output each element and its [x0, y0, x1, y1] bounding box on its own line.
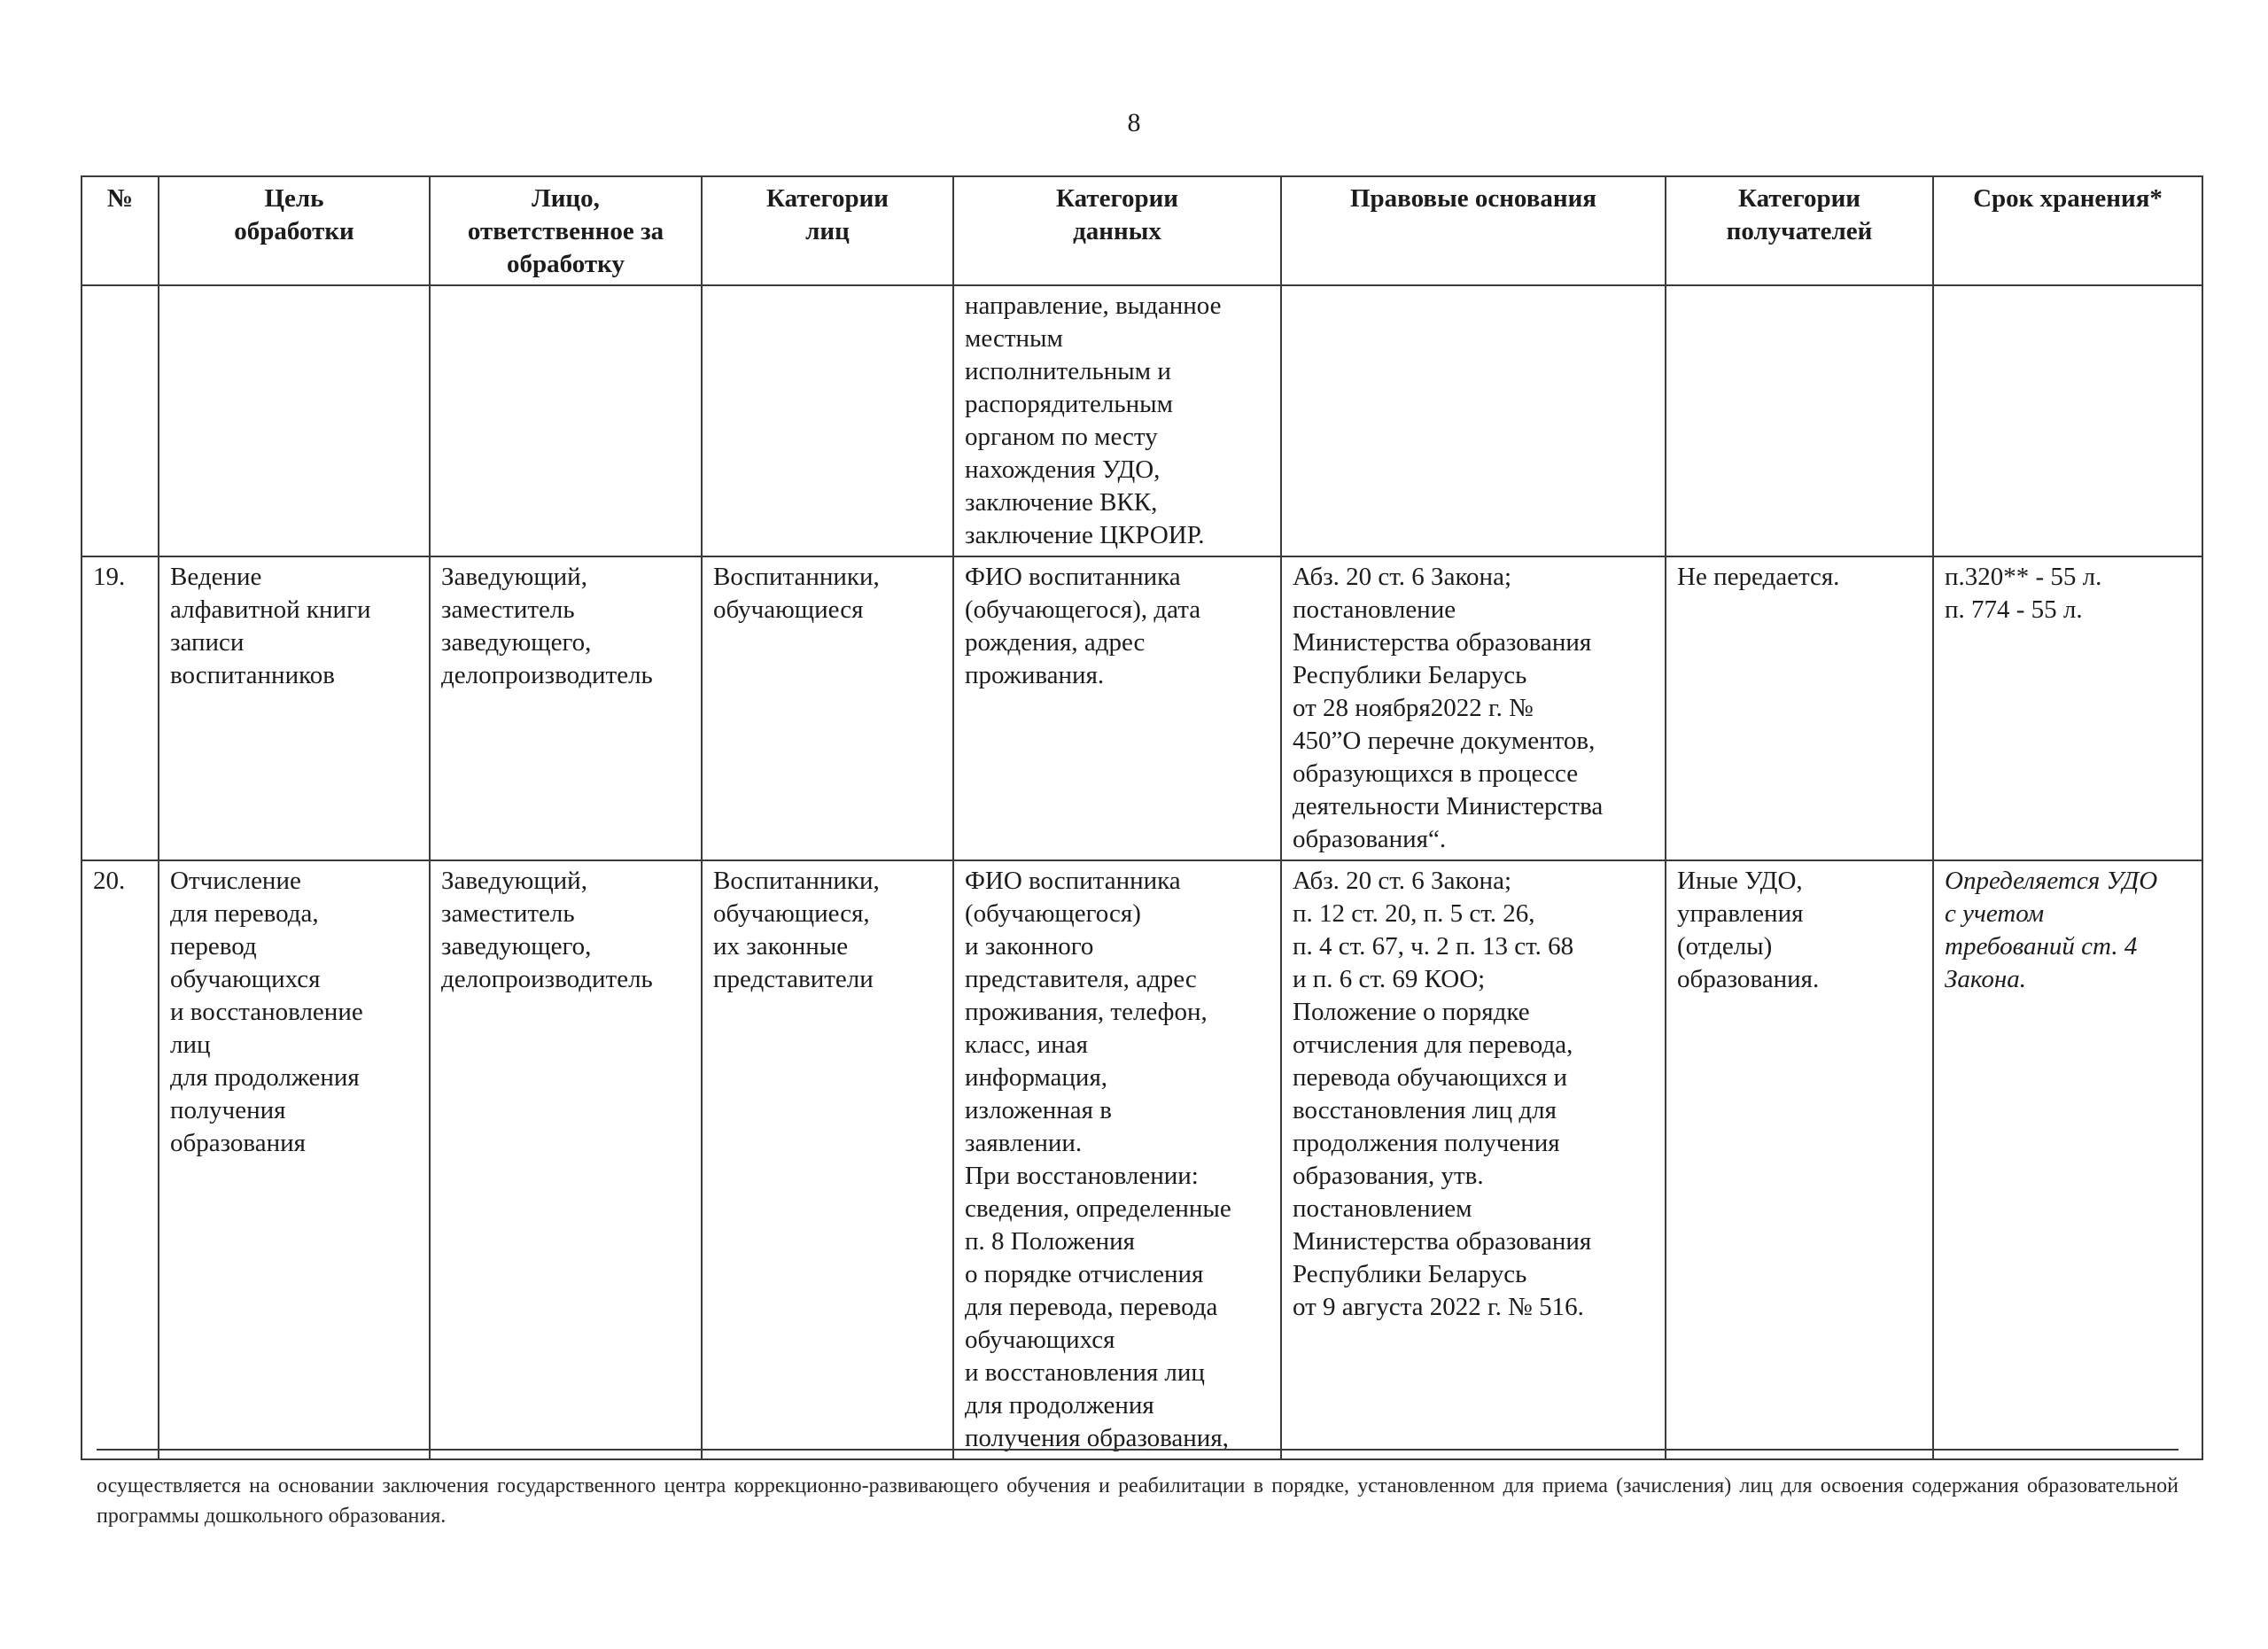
header-responsible: Лицо, ответственное за обработку — [430, 176, 702, 285]
cell-recipients — [1666, 285, 1933, 556]
data-processing-table — [81, 175, 2203, 1460]
page-number: 8 — [1127, 108, 1141, 137]
cell-data-categories: ФИО воспитанника (обучающегося) и законного представителя, адрес проживания, телефон, класс, иная информация, изложенная в заявлении. При восстановлении: сведения, определенные п. 8 Положения о порядке отчисления для перевода, перевода обучающихся и восстановления лиц для продолжения получения образования, — [953, 860, 1281, 1459]
header-recipients: Категории получателей — [1666, 176, 1933, 285]
cell-subjects — [702, 285, 953, 556]
header-subjects: Категории лиц — [702, 176, 953, 285]
footnote-divider — [97, 1449, 2179, 1451]
table-header-row — [82, 176, 2202, 285]
cell-retention: Определяется УДО с учетом требований ст. 4 Закона. — [1933, 860, 2202, 1459]
cell-number: 20. — [82, 860, 159, 1459]
cell-purpose: Отчисление для перевода, перевод обучающихся и восстановление лиц для продолжения получения образования — [159, 860, 430, 1459]
table-row — [82, 556, 2202, 860]
cell-subjects: Воспитанники, обучающиеся, их законные представители — [702, 860, 953, 1459]
cell-subjects: Воспитанники, обучающиеся — [702, 556, 953, 860]
cell-number — [82, 285, 159, 556]
cell-recipients: Иные УДО, управления (отделы) образования. — [1666, 860, 1933, 1459]
cell-retention — [1933, 285, 2202, 556]
cell-purpose — [159, 285, 430, 556]
table-row — [82, 860, 2202, 1459]
cell-data-categories: ФИО воспитанника (обучающегося), дата рождения, адрес проживания. — [953, 556, 1281, 860]
cell-recipients: Не передается. — [1666, 556, 1933, 860]
cell-responsible: Заведующий, заместитель заведующего, делопроизводитель — [430, 556, 702, 860]
cell-number: 19. — [82, 556, 159, 860]
header-number: № — [82, 176, 159, 285]
header-data-categories: Категории данных — [953, 176, 1281, 285]
cell-legal-basis — [1281, 285, 1666, 556]
header-legal-basis: Правовые основания — [1281, 176, 1666, 285]
cell-legal-basis: Абз. 20 ст. 6 Закона; п. 12 ст. 20, п. 5 ст. 26, п. 4 ст. 67, ч. 2 п. 13 ст. 68 и п. 6 ст. 69 КОО; Положение о порядке отчисления для перевода, перевода обучающихся и восстановления лиц для продолжения получения образования, утв. постановлением Министерства образования Республики Беларусь от 9 августа 2022 г. № 516. — [1281, 860, 1666, 1459]
header-purpose: Цель обработки — [159, 176, 430, 285]
cell-legal-basis: Абз. 20 ст. 6 Закона; постановление Министерства образования Республики Беларусь от 28 ноября2022 г. № 450”О перечне документов, образующихся в процессе деятельности Министерства образования“. — [1281, 556, 1666, 860]
cell-purpose: Ведение алфавитной книги записи воспитанников — [159, 556, 430, 860]
cell-responsible — [430, 285, 702, 556]
header-retention: Срок хранения* — [1933, 176, 2202, 285]
cell-retention: п.320** - 55 л. п. 774 - 55 л. — [1933, 556, 2202, 860]
footnote-text: осуществляется на основании заключения государственного центра коррекционно-развивающего обучения и реабилитации в порядке, установленном для приема (зачисления) лиц для освоения содержания образовательной программы дошкольного образования. — [97, 1474, 2179, 1528]
table-row — [82, 285, 2202, 556]
cell-data-categories: направление, выданное местным исполнительным и распорядительным органом по месту нахождения УДО, заключение ВКК, заключение ЦКРОИР. — [953, 285, 1281, 556]
cell-responsible: Заведующий, заместитель заведующего, делопроизводитель — [430, 860, 702, 1459]
